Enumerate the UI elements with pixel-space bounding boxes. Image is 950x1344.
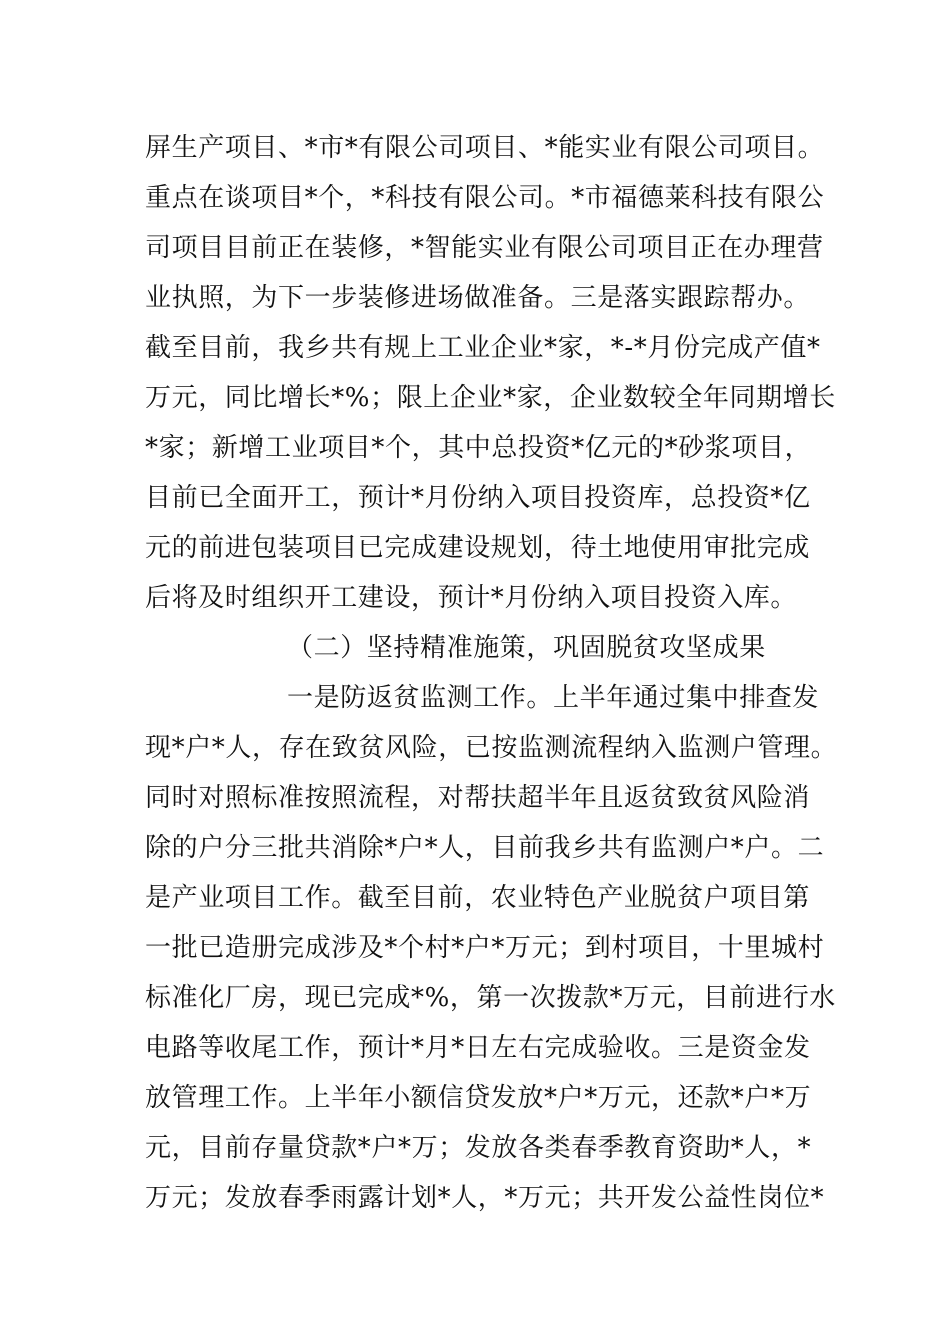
- text-line: 万元；发放春季雨露计划*人，*万元；共开发公益性岗位*: [145, 1183, 825, 1213]
- text-line: 后将及时组织开工建设，预计*月份纳入项目投资入库。: [145, 583, 798, 613]
- text-line: 一批已造册完成涉及*个村*户*万元；到村项目，十里城村: [145, 933, 825, 963]
- text-line: 除的户分三批共消除*户*人，目前我乡共有监测户*户。二: [145, 833, 825, 863]
- text-line: 电路等收尾工作，预计*月*日左右完成验收。三是资金发: [145, 1033, 811, 1063]
- text-line: 元的前进包装项目已完成建设规划，待土地使用审批完成: [145, 533, 811, 563]
- text-line: 业执照，为下一步装修进场做准备。三是落实跟踪帮办。: [145, 283, 811, 313]
- text-line: 放管理工作。上半年小额信贷发放*户*万元，还款*户*万: [145, 1083, 812, 1113]
- text-line: 元，目前存量贷款*户*万；发放各类春季教育资助*人，*: [145, 1133, 812, 1163]
- text-line: 截至目前，我乡共有规上工业企业*家，*-*月份完成产值*: [145, 333, 821, 363]
- text-line: 同时对照标准按照流程，对帮扶超半年且返贫致贫风险消: [145, 783, 811, 813]
- text-line: 屏生产项目、*市*有限公司项目、*能实业有限公司项目。: [145, 133, 825, 163]
- text-line: 重点在谈项目*个，*科技有限公司。*市福德莱科技有限公: [145, 183, 825, 213]
- text-line: 司项目目前正在装修，*智能实业有限公司项目正在办理营: [145, 233, 824, 263]
- text-line: 标准化厂房，现已完成*%，第一次拨款*万元，目前进行水: [145, 983, 836, 1013]
- text-line: 一是防返贫监测工作。上半年通过集中排查发: [287, 683, 820, 713]
- text-line: 现*户*人，存在致贫风险，已按监测流程纳入监测户管理。: [145, 733, 838, 763]
- text-line: *家；新增工业项目*个，其中总投资*亿元的*砂浆项目，: [145, 433, 812, 463]
- text-line: 目前已全面开工，预计*月份纳入项目投资库，总投资*亿: [145, 483, 811, 513]
- text-line: 万元，同比增长*%；限上企业*家，企业数较全年同期增长: [145, 383, 836, 413]
- text-line: 是产业项目工作。截至目前，农业特色产业脱贫户项目第: [145, 883, 811, 913]
- section-heading: （二）坚持精准施策，巩固脱贫攻坚成果: [287, 633, 766, 663]
